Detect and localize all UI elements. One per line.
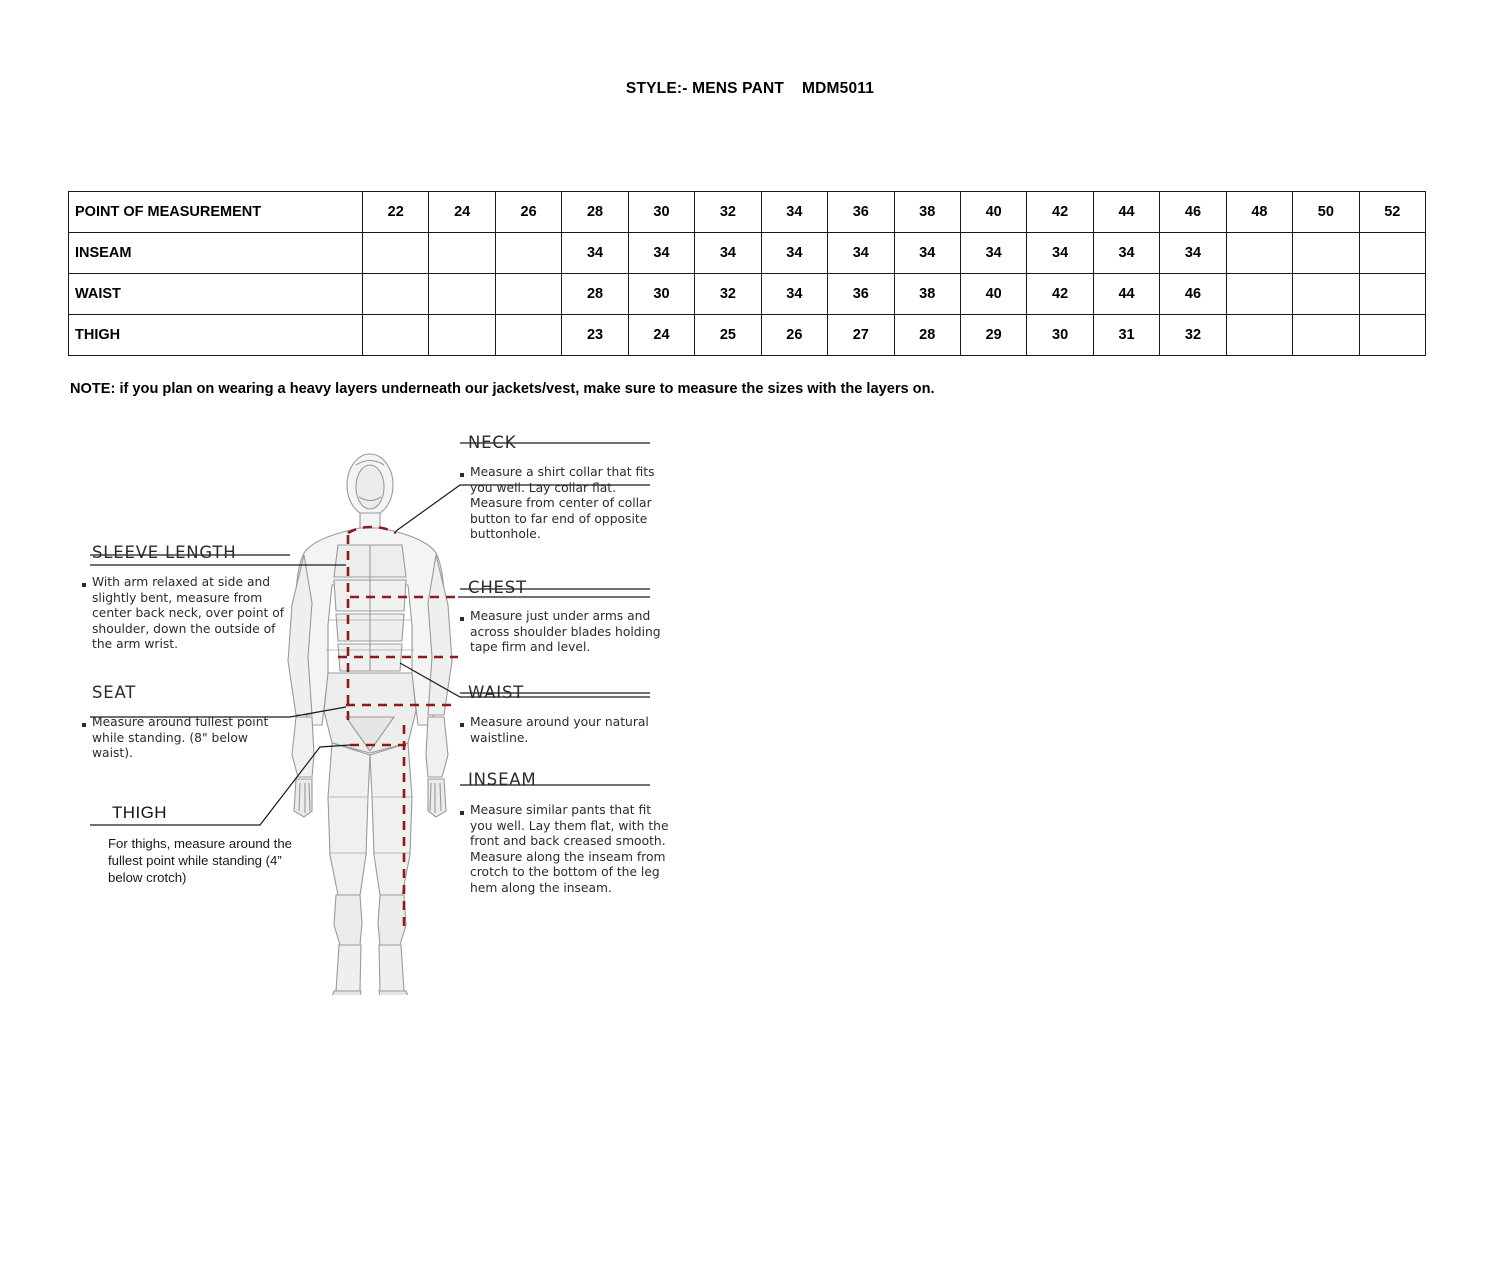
table-row [69, 315, 1426, 356]
cell [495, 315, 561, 356]
cell: 30 [628, 274, 694, 315]
cell: 28 [894, 315, 960, 356]
cell [495, 274, 561, 315]
cell: 24 [628, 315, 694, 356]
cell [1359, 233, 1425, 274]
cell [429, 315, 495, 356]
mannequin-body [288, 454, 452, 995]
row-label-inseam: INSEAM [69, 233, 363, 274]
cell [1293, 233, 1359, 274]
cell: 23 [562, 315, 628, 356]
cell: 34 [1160, 233, 1226, 274]
callout-text-inseam: Measure similar pants that fit you well. Lay them flat, with the front and back creased smooth. Measure along the inseam from crotch to the bottom of the leg hem along the inseam. [470, 803, 669, 895]
cell: 34 [695, 233, 761, 274]
bullet-icon [460, 473, 464, 477]
bullet-icon [82, 583, 86, 587]
row-label-thigh: THIGH [69, 315, 363, 356]
cell: 46 [1160, 274, 1226, 315]
size-chart-table-container [68, 191, 1426, 356]
column-header-size: 40 [960, 192, 1026, 233]
column-header-size: 46 [1160, 192, 1226, 233]
bullet-icon [460, 723, 464, 727]
cell: 42 [1027, 274, 1093, 315]
column-header-size: 52 [1359, 192, 1425, 233]
cell: 34 [828, 233, 894, 274]
table-header-row [69, 192, 1426, 233]
callout-label-sleeve-length: SLEEVE LENGTH [92, 543, 237, 562]
cell [363, 233, 429, 274]
cell: 28 [562, 274, 628, 315]
cell: 44 [1093, 274, 1159, 315]
callout-label-seat: SEAT [92, 683, 137, 702]
cell: 34 [960, 233, 1026, 274]
column-header-size: 22 [363, 192, 429, 233]
cell [1226, 274, 1292, 315]
callout-label-thigh: THIGH [112, 803, 167, 822]
column-header-size: 36 [828, 192, 894, 233]
cell: 32 [695, 274, 761, 315]
column-header-size: 34 [761, 192, 827, 233]
callout-label-inseam: INSEAM [468, 770, 537, 789]
cell: 31 [1093, 315, 1159, 356]
size-chart-table [68, 191, 1426, 356]
measurement-diagram [60, 425, 700, 995]
cell: 27 [828, 315, 894, 356]
table-row [69, 274, 1426, 315]
callout-text-sleeve-length: With arm relaxed at side and slightly bent, measure from center back neck, over point of shoulder, down the outside of the arm wrist. [92, 575, 285, 651]
callout-label-neck: NECK [468, 433, 517, 452]
cell [363, 315, 429, 356]
cell [363, 274, 429, 315]
column-header-size: 38 [894, 192, 960, 233]
cell: 34 [894, 233, 960, 274]
column-header-size: 44 [1093, 192, 1159, 233]
column-header-size: 24 [429, 192, 495, 233]
table-row [69, 233, 1426, 274]
cell: 25 [695, 315, 761, 356]
cell [495, 233, 561, 274]
cell: 34 [761, 233, 827, 274]
cell [429, 274, 495, 315]
page-title: STYLE:- MENS PANT MDM5011 [625, 80, 875, 97]
cell [1226, 315, 1292, 356]
cell: 34 [1027, 233, 1093, 274]
bullet-icon [460, 811, 464, 815]
callout-text-thigh: For thighs, measure around the fullest point while standing (4” below crotch) [108, 836, 292, 885]
column-header-size: 30 [628, 192, 694, 233]
cell: 36 [828, 274, 894, 315]
cell [1226, 233, 1292, 274]
callout-label-waist: WAIST [468, 683, 525, 702]
cell: 26 [761, 315, 827, 356]
cell [1293, 315, 1359, 356]
callout-text-chest: Measure just under arms and across shoulder blades holding tape firm and level. [470, 609, 661, 654]
cell: 32 [1160, 315, 1226, 356]
cell: 34 [562, 233, 628, 274]
cell [1293, 274, 1359, 315]
cell: 34 [761, 274, 827, 315]
cell: 34 [1093, 233, 1159, 274]
column-header-size: 28 [562, 192, 628, 233]
cell [1359, 274, 1425, 315]
row-label-waist: WAIST [69, 274, 363, 315]
bullet-icon [460, 617, 464, 621]
callout-text-neck: Measure a shirt collar that fits you well. Lay collar flat. Measure from center of collar button to far end of opposite buttonhole. [470, 465, 655, 541]
column-header-size: 50 [1293, 192, 1359, 233]
callout-text-seat: Measure around fullest point while standing. (8" below waist). [92, 715, 269, 760]
callout-label-chest: CHEST [468, 578, 527, 597]
cell [429, 233, 495, 274]
column-header-point-of-measurement: POINT OF MEASUREMENT [69, 192, 363, 233]
column-header-size: 42 [1027, 192, 1093, 233]
cell: 29 [960, 315, 1026, 356]
bullet-icon [82, 723, 86, 727]
column-header-size: 32 [695, 192, 761, 233]
cell [1359, 315, 1425, 356]
measurement-note: NOTE: if you plan on wearing a heavy layers underneath our jackets/vest, make sure to measure the sizes with the layers on. [70, 381, 935, 397]
cell: 40 [960, 274, 1026, 315]
cell: 38 [894, 274, 960, 315]
cell: 34 [628, 233, 694, 274]
cell: 30 [1027, 315, 1093, 356]
callout-text-waist: Measure around your natural waistline. [470, 715, 649, 745]
column-header-size: 26 [495, 192, 561, 233]
column-header-size: 48 [1226, 192, 1292, 233]
